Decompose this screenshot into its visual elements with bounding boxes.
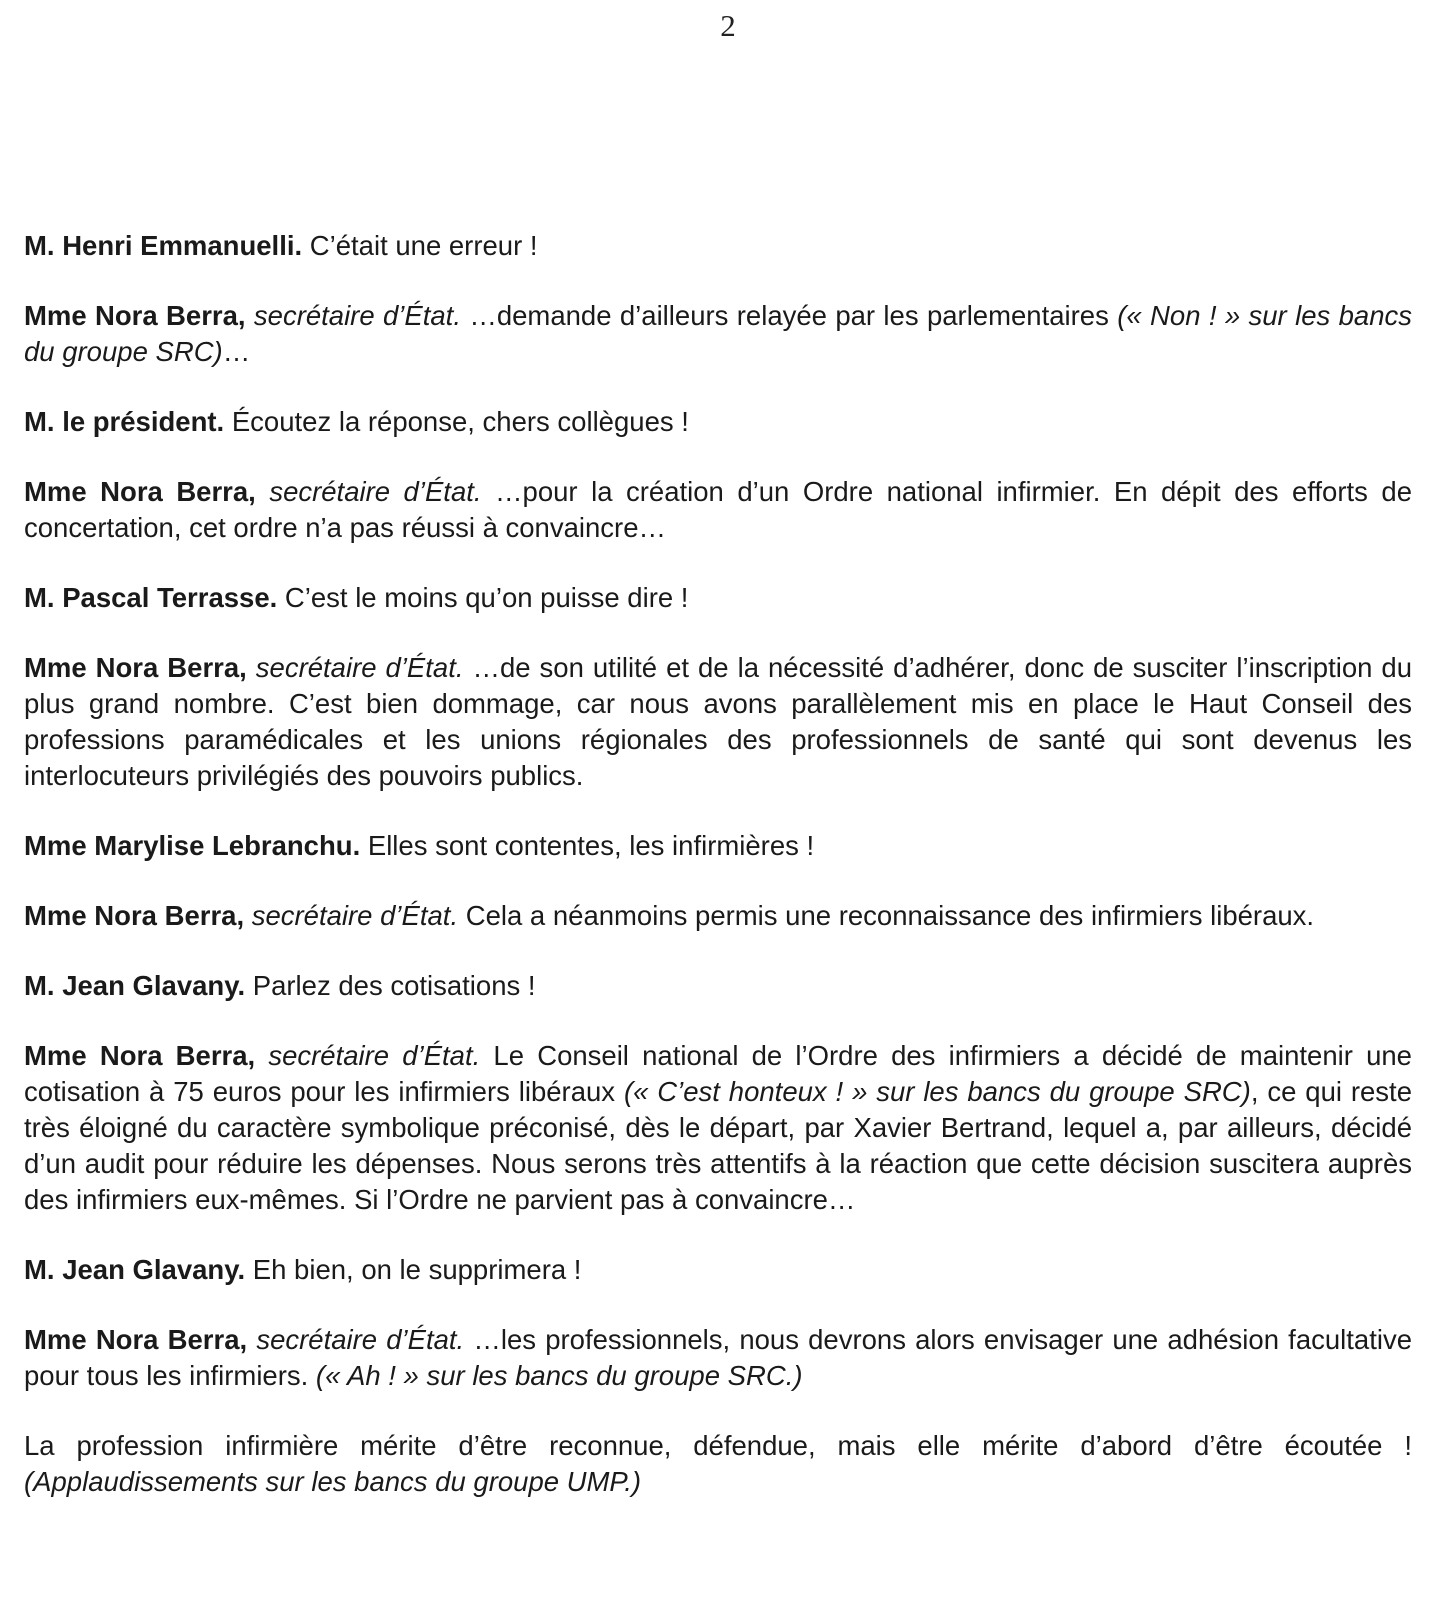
speech-text: … [222,336,251,367]
speech-text: …demande d’ailleurs relayée par les parlementaires [460,300,1118,331]
stage-direction: (Applaudissements sur les bancs du groupe UMP.) [24,1466,642,1497]
speech-text: Eh bien, on le supprimera ! [245,1254,582,1285]
speech-text: C’est le moins qu’on puisse dire ! [277,582,689,613]
transcript-body [24,228,1412,1534]
transcript-paragraph [24,1252,1412,1288]
speaker-role: secrétaire d’État. [247,1324,465,1355]
transcript-paragraph [24,1428,1412,1500]
stage-direction: (« Ah ! » sur les bancs du groupe SRC.) [315,1360,803,1391]
transcript-paragraph [24,898,1412,934]
transcript-paragraph [24,228,1412,264]
speaker-role: secrétaire d’État. [255,476,482,507]
transcript-paragraph [24,650,1412,794]
transcript-paragraph [24,1038,1412,1218]
speech-text: Elles sont contentes, les infirmières ! [360,830,815,861]
transcript-paragraph [24,1322,1412,1394]
speech-text: …pour la création d’un Ordre national infirmier. En dépit des efforts de concertation, cet ordre n’a pas réussi à convaincre… [24,476,1412,543]
speaker-name: Mme Nora Berra, [24,1040,256,1071]
transcript-paragraph [24,828,1412,864]
speaker-name: M. Pascal Terrasse. [24,582,278,613]
transcript-paragraph [24,298,1412,370]
speech-text: …de son utilité et de la nécessité d’adhérer, donc de susciter l’inscription du plus grand nombre. C’est bien dommage, car nous avons parallèlement mis en place le Haut Conseil des professions paramédicales et les unions régionales des professionnels de santé qui sont devenus les interlocuteurs privilégiés des pouvoirs publics. [24,652,1412,791]
transcript-paragraph [24,580,1412,616]
speaker-name: Mme Nora Berra, [24,1324,248,1355]
speaker-name: Mme Marylise Lebranchu. [24,830,361,861]
speech-text: Cela a néanmoins permis une reconnaissance des infirmiers libéraux. [458,900,1315,931]
speech-text: , ce qui reste très éloigné du caractère symbolique préconisé, dès le départ, par Xavier Bertrand, lequel a, par ailleurs, décidé d’un audit pour réduire les dépenses. Nous serons très attentifs à la réaction que cette décision suscitera auprès des infirmiers eux-mêmes. Si l’Ordre ne parvient pas à convaincre… [24,1076,1412,1215]
speech-text: C’était une erreur ! [302,230,538,261]
speaker-role: secrétaire d’État. [246,652,464,683]
speech-text: …les professionnels, nous devrons alors envisager une adhésion facultative pour tous les infirmiers. [24,1324,1412,1391]
speaker-name: Mme Nora Berra, [24,476,256,507]
stage-direction: (« Non ! » sur les bancs du groupe SRC) [24,300,1412,367]
speaker-name: Mme Nora Berra, [24,300,246,331]
speaker-name: M. Jean Glavany. [24,1254,246,1285]
transcript-paragraph [24,474,1412,546]
speaker-role: secrétaire d’État. [255,1040,481,1071]
stage-direction: (« C’est honteux ! » sur les bancs du groupe SRC) [623,1076,1251,1107]
speaker-name: Mme Nora Berra, [24,652,247,683]
speaker-name: Mme Nora Berra, [24,900,245,931]
speaker-role: secrétaire d’État. [245,300,461,331]
speaker-name: M. le président. [24,406,225,437]
page-number: 2 [720,8,736,43]
speaker-name: M. Jean Glavany. [24,970,246,1001]
transcript-paragraph [24,404,1412,440]
speaker-role: secrétaire d’État. [244,900,459,931]
speech-text: Écoutez la réponse, chers collègues ! [224,406,689,437]
speech-text: Parlez des cotisations ! [245,970,536,1001]
speech-text: Le Conseil national de l’Ordre des infirmiers a décidé de maintenir une cotisation à 75 euros pour les infirmiers libéraux [24,1040,1412,1107]
transcript-paragraph [24,968,1412,1004]
speaker-name: M. Henri Emmanuelli. [24,230,303,261]
speech-text: La profession infirmière mérite d’être reconnue, défendue, mais elle mérite d’abord d’être écoutée ! [24,1430,1412,1461]
